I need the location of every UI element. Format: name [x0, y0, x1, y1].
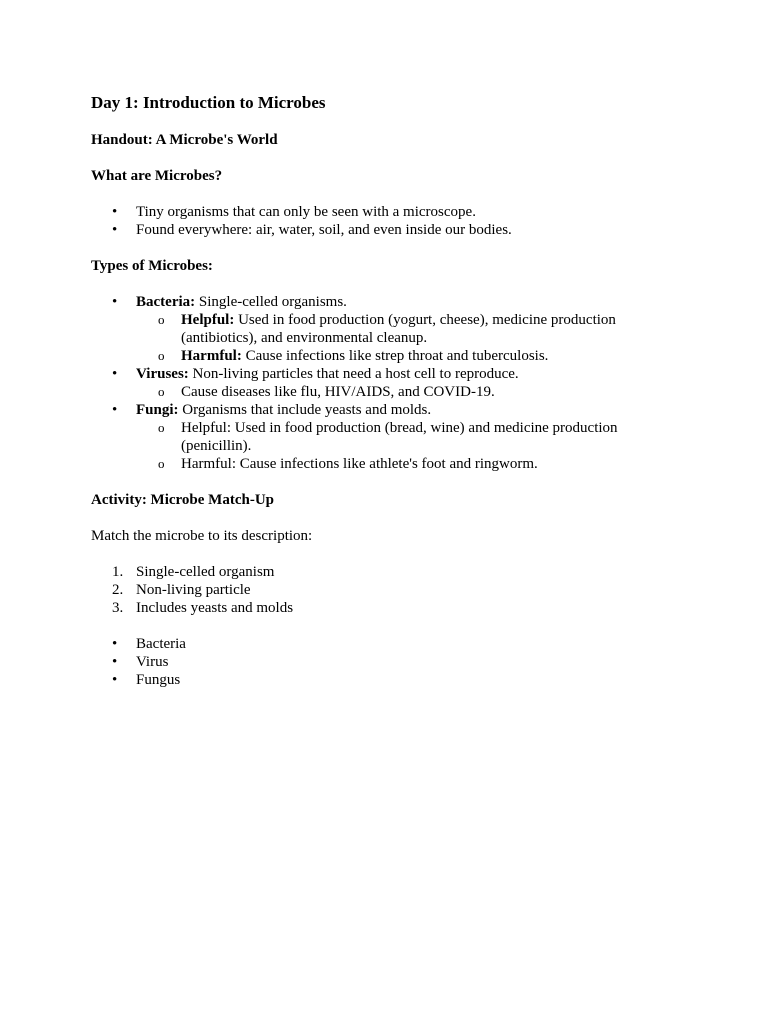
list-item: • Fungus: [91, 671, 681, 689]
fungi-sublist: [136, 419, 681, 473]
fungi-helpful: o Helpful: Used in food production (bread, wine) and medicine production (penicillin).: [91, 419, 681, 455]
bacteria-item: [91, 293, 681, 365]
bacteria-text: Single-celled organisms.: [195, 294, 347, 310]
harmful-text: Cause infections like strep throat and tuberculosis.: [241, 348, 549, 364]
fungi-label: Fungi:: [136, 402, 179, 418]
harmful-label: Harmful:: [181, 348, 242, 364]
viruses-item: [91, 365, 681, 401]
list-item: • Bacteria: [91, 635, 681, 653]
activity-intro: Match the microbe to its description:: [91, 528, 313, 544]
what-heading: What are Microbes?: [91, 168, 223, 184]
item-text: Single-celled organism: [136, 564, 275, 580]
descriptions-list: [91, 563, 681, 617]
types-list: [91, 293, 681, 473]
list-item: • Virus: [91, 653, 681, 671]
list-item: [91, 563, 681, 581]
list-item: [91, 599, 681, 617]
list-item: • Found everywhere: air, water, soil, and even inside our bodies.: [91, 221, 681, 239]
fungi-item: [91, 401, 681, 473]
page-title: Day 1: Introduction to Microbes: [91, 93, 326, 112]
bacteria-harmful: [91, 347, 681, 365]
list-item: [91, 581, 681, 599]
types-heading: Types of Microbes:: [91, 258, 213, 274]
what-list: [91, 203, 681, 239]
microbes-list: [91, 635, 681, 689]
item-text: Includes yeasts and molds: [136, 600, 294, 616]
helpful-label: Helpful:: [181, 312, 235, 328]
bacteria-label: Bacteria:: [136, 294, 196, 310]
bacteria-helpful: [91, 311, 681, 347]
document-page: [91, 93, 681, 689]
handout-heading: Handout: A Microbe's World: [91, 132, 278, 148]
fungi-harmful: o Harmful: Cause infections like athlete's foot and ringworm.: [91, 455, 681, 473]
item-number: 2.: [112, 582, 124, 598]
viruses-label: Viruses:: [136, 366, 189, 382]
fungi-text: Organisms that include yeasts and molds.: [178, 402, 432, 418]
list-item: • Tiny organisms that can only be seen with a microscope.: [91, 203, 681, 221]
viruses-text: Non-living particles that need a host cell to reproduce.: [188, 366, 519, 382]
activity-heading: Activity: Microbe Match-Up: [91, 492, 275, 508]
viruses-sublist: [136, 383, 681, 401]
helpful-text: Used in food production (yogurt, cheese), medicine production (antibiotics), and environmental cleanup.: [181, 312, 616, 346]
viruses-sub: o Cause diseases like flu, HIV/AIDS, and COVID-19.: [91, 383, 681, 401]
bacteria-sublist: [136, 311, 681, 365]
item-text: Non-living particle: [136, 582, 251, 598]
item-number: 3.: [112, 600, 124, 616]
item-number: 1.: [112, 564, 124, 580]
